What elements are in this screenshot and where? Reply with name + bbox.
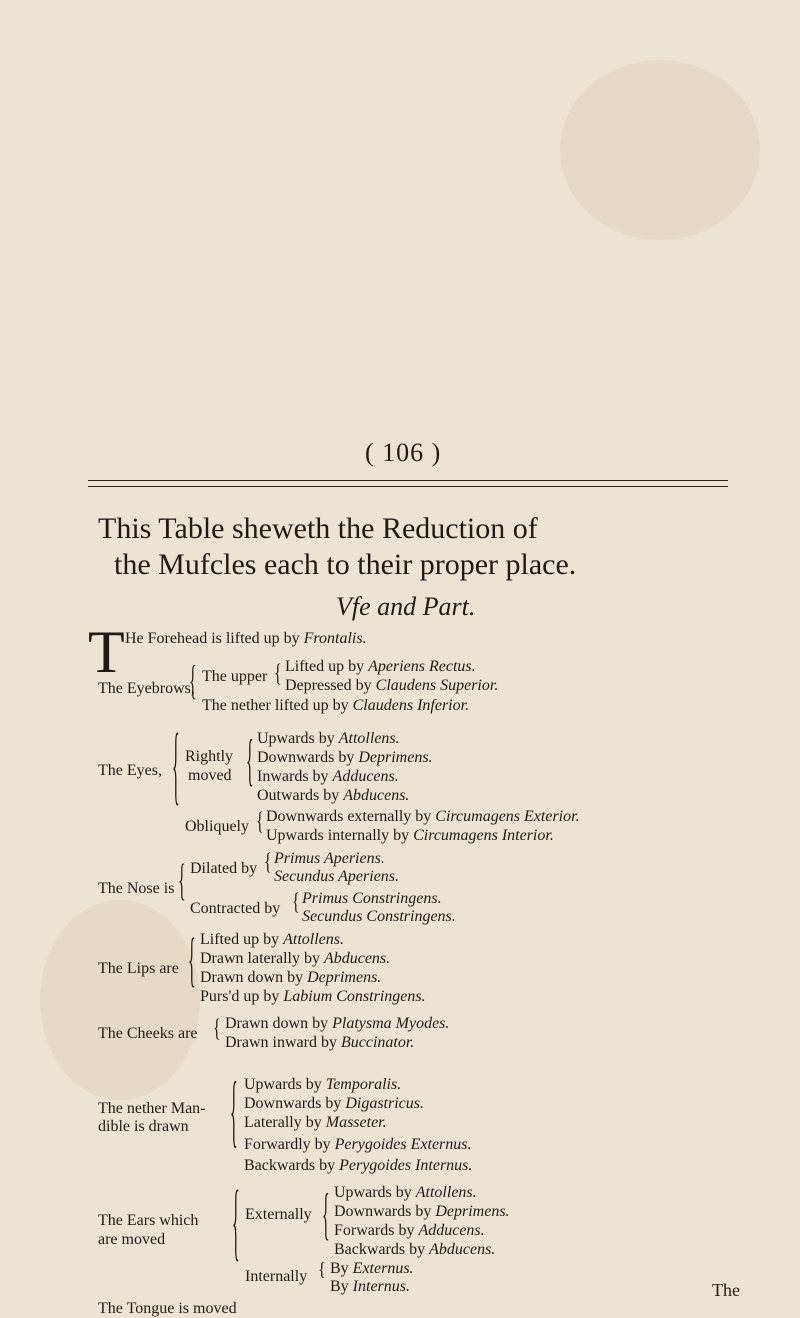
nose-dilated-muscle-1: Primus Aperiens. [274,850,385,867]
mandible-lat: Laterally by Masseter. [244,1114,387,1131]
header-rule [88,480,728,481]
cheeks-label: The Cheeks are [98,1025,198,1042]
mandible-up: Upwards by Temporalis. [244,1076,402,1093]
eyes-outwards: Outwards by Abducens. [257,787,410,804]
brace-icon: { [189,660,197,705]
brace-icon: { [230,1072,238,1157]
brace-icon: { [274,660,282,688]
lips-pursed: Purs'd up by Labium Constringens. [200,988,426,1005]
drop-cap: T [88,619,125,685]
lips-lifted: Lifted up by Attollens. [200,931,344,948]
brace-icon: { [256,808,264,836]
nose-dilated: Dilated by [190,860,258,877]
paper-stain [40,900,200,1100]
mandible-label-2: dible is drawn [98,1118,189,1135]
mandible-label-1: The nether Man- [98,1100,206,1117]
brace-icon: { [178,858,186,906]
ears-label-1: The Ears which [98,1212,199,1229]
eyebrows-nether: The nether lifted up by Claudens Inferior. [202,697,470,714]
eyes-label: The Eyes, [98,762,162,779]
nose-contracted: Contracted by [190,900,281,917]
eyes-moved: moved [188,767,232,784]
nose-label: The Nose is [98,880,175,897]
brace-icon: { [318,1260,326,1281]
ears-externally: Externally [245,1206,312,1223]
ears-back: Backwards by Abducens. [334,1241,496,1258]
nose-contracted-muscle-1: Primus Constringens. [302,890,442,907]
eyes-upwards: Upwards by Attollens. [257,730,400,747]
mandible-down: Downwards by Digastricus. [244,1095,424,1112]
page-subtitle: Vfe and Part. [336,592,476,621]
cheeks-down: Drawn down by Platysma Myodes. [225,1015,450,1032]
eyes-inwards: Inwards by Adducens. [257,768,399,785]
ears-int-2: By Internus. [330,1278,410,1295]
ears-internally: Internally [245,1268,308,1285]
eyebrows-upper-lifted: Lifted up by Aperiens Rectus. [285,658,476,675]
page-number: ( 106 ) [365,438,442,467]
eyes-oblique-down: Downwards externally by Circumagens Exterior. [266,808,580,825]
mandible-back: Backwards by Perygoides Internus. [244,1157,473,1174]
brace-icon: { [246,732,254,794]
eyes-rightly: Rightly [185,748,234,765]
nose-contracted-muscle-2: Secundus Constringens. [302,908,456,925]
mandible-fwd: Forwardly by Perygoides Externus. [244,1136,472,1153]
forehead-row [125,630,367,648]
eyebrows-upper-label: The upper [202,668,268,685]
page-title-line-2: the Mufcles each to their proper place. [114,548,577,581]
ears-up: Upwards by Attollens. [334,1184,477,1201]
cheeks-inward: Drawn inward by Buccinator. [225,1034,415,1051]
eyes-oblique-up: Upwards internally by Circumagens Interior. [266,827,554,844]
header-rule-thin [88,486,728,487]
forehead-muscle: Frontalis. [303,630,367,647]
page-title-line-1: This Table sheweth the Reduction of [98,512,538,545]
eyebrows-upper-depressed: Depressed by Claudens Superior. [285,677,499,694]
ears-label-2: are moved [98,1231,166,1248]
forehead-text: He Forehead is lifted up by [125,630,300,647]
ears-fwd: Forwards by Adducens. [334,1222,485,1239]
brace-icon: { [172,722,180,816]
brace-icon: { [213,1015,221,1043]
nose-dilated-muscle-2: Secundus Aperiens. [274,868,400,885]
catchword: The [712,1280,740,1300]
brace-icon: { [322,1186,330,1248]
brace-icon: { [264,850,272,876]
eyebrows-label: The Eyebrows, [98,680,195,697]
brace-icon: { [232,1180,240,1272]
lips-lateral: Drawn laterally by Abducens. [200,950,391,967]
paper-stain [560,60,760,240]
lips-label: The Lips are [98,960,179,977]
ears-int-1: By Externus. [330,1260,414,1277]
eyes-downwards: Downwards by Deprimens. [257,749,433,766]
eyes-obliquely: Obliquely [185,818,249,835]
brace-icon: { [292,890,300,916]
brace-icon: { [188,930,196,995]
ears-down: Downwards by Deprimens. [334,1203,510,1220]
lips-down: Drawn down by Deprimens. [200,969,382,986]
tongue-label: The Tongue is moved [98,1300,237,1317]
